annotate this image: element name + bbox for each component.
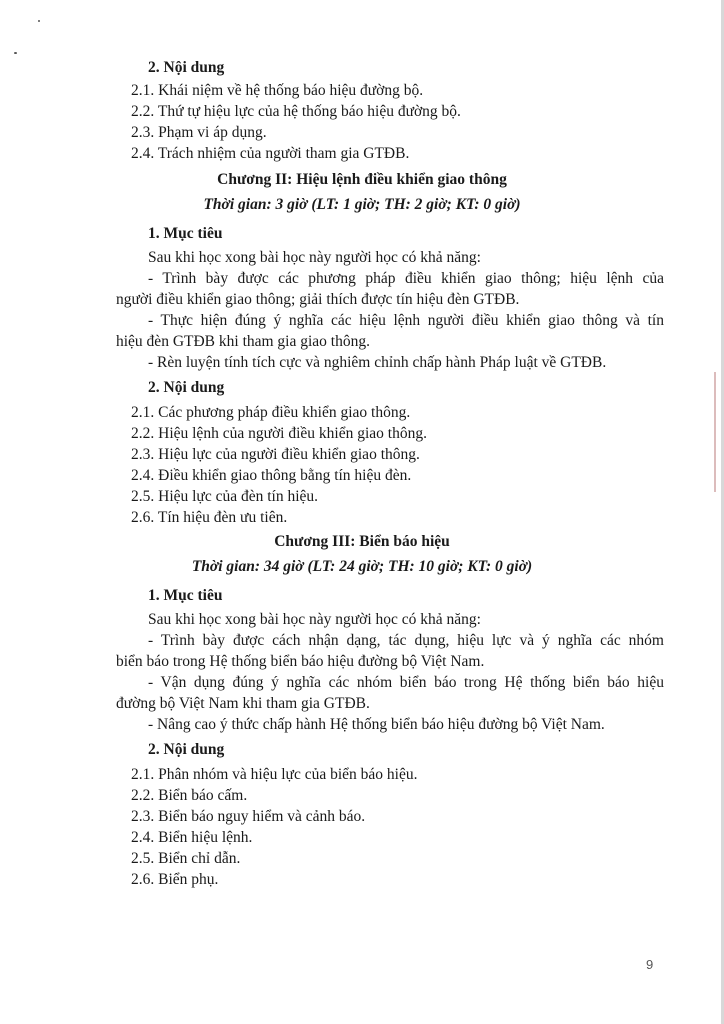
list-item: 2.1. Phân nhóm và hiệu lực của biển báo hiệu. — [131, 766, 418, 783]
list-item: 2.4. Điều khiển giao thông bằng tín hiệu đèn. — [131, 467, 412, 484]
section-heading-objectives: 1. Mục tiêu — [148, 587, 223, 604]
objectives-intro: Sau khi học xong bài học này người học có khả năng: — [148, 611, 481, 628]
chapter-title: Chương II: Hiệu lệnh điều khiển giao thông — [217, 171, 507, 188]
chapter-time: Thời gian: 34 giờ (LT: 24 giờ; TH: 10 giờ; KT: 0 giờ) — [191, 558, 533, 575]
section-heading-objectives: 1. Mục tiêu — [148, 225, 223, 242]
objective-line: đường bộ Việt Nam khi tham gia GTĐB. — [116, 695, 370, 712]
list-item: 2.4. Trách nhiệm của người tham gia GTĐB. — [131, 145, 410, 162]
list-item: 2.3. Phạm vi áp dụng. — [131, 124, 267, 141]
list-item: 2.3. Hiệu lực của người điều khiển giao thông. — [131, 446, 420, 463]
objective-line: - Thực hiện đúng ý nghĩa các hiệu lệnh người điều khiển giao thông và tín — [148, 312, 664, 329]
objective-line: hiệu đèn GTĐB khi tham gia giao thông. — [116, 333, 370, 350]
objectives-intro: Sau khi học xong bài học này người học có khả năng: — [148, 249, 481, 266]
list-item: 2.6. Biển phụ. — [131, 871, 219, 888]
page-number: 9 — [646, 957, 654, 972]
chapter-time: Thời gian: 3 giờ (LT: 1 giờ; TH: 2 giờ; KT: 0 giờ) — [203, 196, 521, 213]
list-item: 2.3. Biển báo nguy hiểm và cảnh báo. — [131, 808, 366, 825]
objective-line: - Vận dụng đúng ý nghĩa các nhóm biển báo trong Hệ thống biển báo hiệu — [148, 674, 664, 691]
list-item: 2.2. Thứ tự hiệu lực của hệ thống báo hiệu đường bộ. — [131, 103, 461, 120]
objective-line: - Rèn luyện tính tích cực và nghiêm chỉnh chấp hành Pháp luật về GTĐB. — [148, 354, 607, 371]
objective-line: - Trình bày được cách nhận dạng, tác dụng, hiệu lực và ý nghĩa các nhóm — [148, 632, 664, 649]
list-item: 2.1. Khái niệm về hệ thống báo hiệu đường bộ. — [131, 82, 424, 99]
list-item: 2.2. Hiệu lệnh của người điều khiển giao thông. — [131, 425, 427, 442]
objective-line: - Nâng cao ý thức chấp hành Hệ thống biển báo hiệu đường bộ Việt Nam. — [148, 716, 605, 733]
objective-line: - Trình bày được các phương pháp điều khiển giao thông; hiệu lệnh của — [148, 270, 664, 287]
scan-speck — [14, 52, 17, 54]
chapter-title: Chương III: Biển báo hiệu — [274, 533, 450, 550]
objective-line: biển báo trong Hệ thống biển báo hiệu đường bộ Việt Nam. — [116, 653, 485, 670]
list-item: 2.5. Biển chỉ dẫn. — [131, 850, 241, 867]
list-item: 2.2. Biển báo cấm. — [131, 787, 248, 804]
scan-margin-mark — [714, 372, 716, 492]
list-item: 2.1. Các phương pháp điều khiển giao thông. — [131, 404, 411, 421]
section-heading-content: 2. Nội dung — [148, 59, 225, 76]
objective-line: người điều khiển giao thông; giải thích được tín hiệu đèn GTĐB. — [116, 291, 520, 308]
list-item: 2.6. Tín hiệu đèn ưu tiên. — [131, 509, 288, 526]
list-item: 2.5. Hiệu lực của đèn tín hiệu. — [131, 488, 319, 505]
section-heading-content: 2. Nội dung — [148, 379, 225, 396]
list-item: 2.4. Biển hiệu lệnh. — [131, 829, 253, 846]
scan-speck — [38, 20, 40, 22]
section-heading-content: 2. Nội dung — [148, 741, 225, 758]
